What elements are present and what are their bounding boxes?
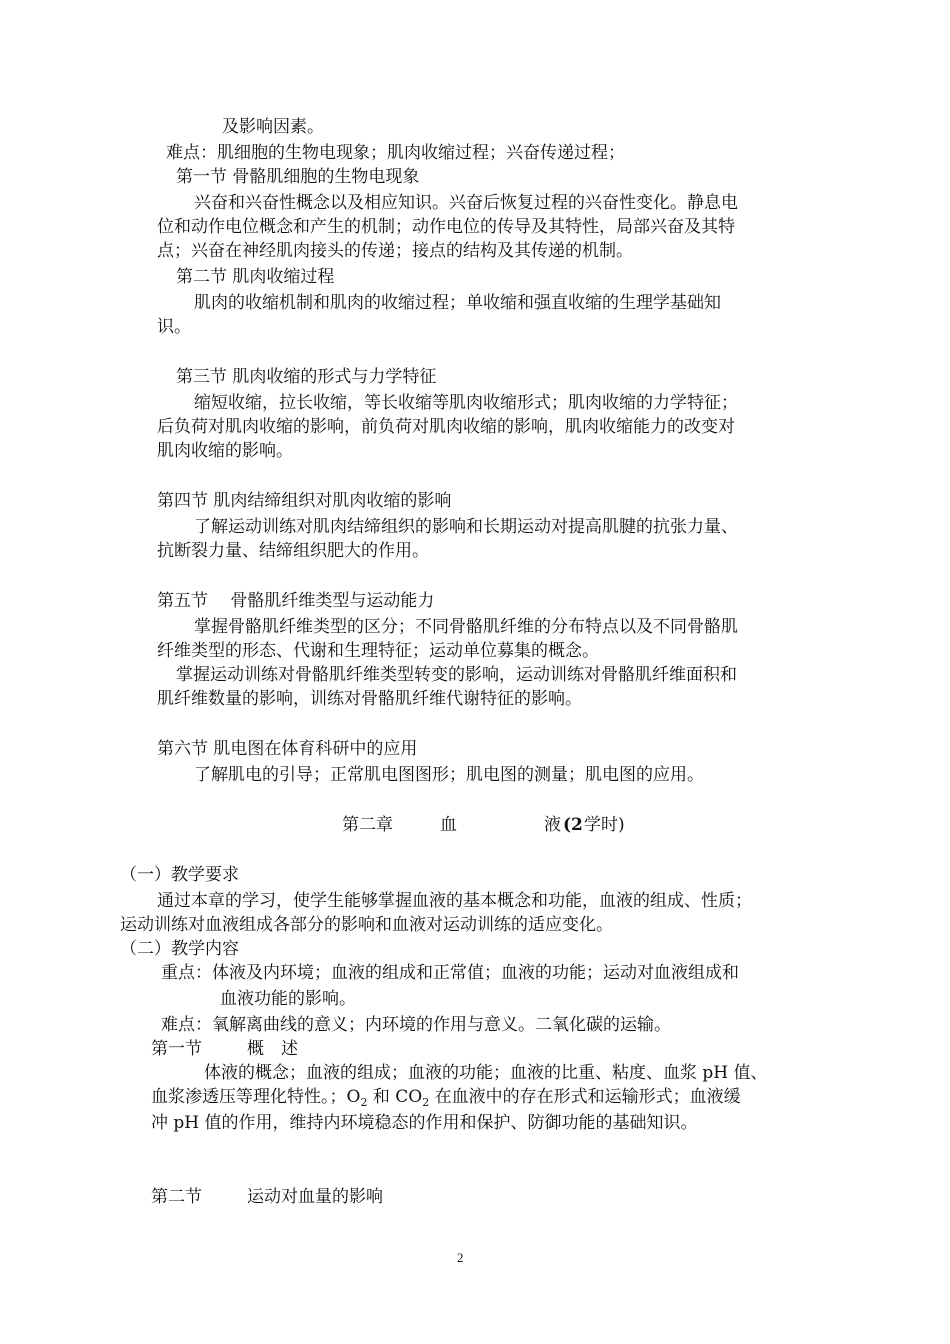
text-line: 通过本章的学习，使学生能够掌握血液的基本概念和功能，血液的组成、性质； — [157, 891, 752, 911]
text-line: 肌肉收缩的影响。 — [157, 441, 293, 461]
subsection-heading: （一）教学要求 — [120, 865, 239, 885]
chapter-hours-label: 学时) — [584, 815, 625, 835]
chapter-hours-num: (2 — [563, 815, 583, 835]
section-heading: 第一节 — [151, 1039, 202, 1059]
section-heading: 第三节 肌肉收缩的形式与力学特征 — [176, 367, 437, 387]
text-line: 点；兴奋在神经肌肉接头的传递；接点的结构及其传递的机制。 — [157, 241, 633, 261]
section-heading: 第四节 肌肉结缔组织对肌肉收缩的影响 — [157, 491, 452, 511]
text-segment: 血浆渗透压等理化特性。；O — [151, 1087, 361, 1107]
section-heading: 第一节 骨骼肌细胞的生物电现象 — [176, 167, 420, 187]
text-line: 纤维类型的形态、代谢和生理特征；运动单位募集的概念。 — [157, 641, 599, 661]
text-line: 血液功能的影响。 — [220, 989, 356, 1009]
text-segment: 和 CO — [367, 1087, 423, 1107]
text-line: 体液的概念；血液的组成；血液的功能；血液的比重、粘度、血浆 pH 值、 — [204, 1063, 768, 1083]
section-heading: 第六节 肌电图在体育科研中的应用 — [157, 739, 418, 759]
text-segment: 在血液中的存在形式和运输形式；血液缓 — [429, 1087, 741, 1107]
text-line: 难点：肌细胞的生物电现象；肌肉收缩过程；兴奋传递过程； — [166, 143, 625, 163]
text-line: 位和动作电位概念和产生的机制；动作电位的传导及其特性，局部兴奋及其特 — [157, 217, 735, 237]
text-line: 肌肉的收缩机制和肌肉的收缩过程；单收缩和强直收缩的生理学基础知 — [194, 293, 721, 313]
text-line: 后负荷对肌肉收缩的影响，前负荷对肌肉收缩的影响，肌肉收缩能力的改变对 — [157, 417, 735, 437]
section-heading: 第二节 — [151, 1187, 202, 1207]
section-heading: 第二节 肌肉收缩过程 — [176, 267, 335, 287]
section-title: 概 述 — [247, 1039, 298, 1059]
text-line: 运动训练对血液组成各部分的影响和血液对运动训练的适应变化。 — [120, 915, 613, 935]
text-line: 掌握运动训练对骨骼肌纤维类型转变的影响，运动训练对骨骼肌纤维面积和 — [176, 665, 737, 685]
text-line: 了解运动训练对肌肉结缔组织的影响和长期运动对提高肌腱的抗张力量、 — [194, 517, 738, 537]
text-line: 难点：氧解离曲线的意义；内环境的作用与意义。二氧化碳的运输。 — [161, 1015, 671, 1035]
text-line: 识。 — [157, 317, 191, 337]
text-line: 兴奋和兴奋性概念以及相应知识。兴奋后恢复过程的兴奋性变化。静息电 — [194, 193, 738, 213]
text-line: 冲 pH 值的作用，维持内环境稳态的作用和保护、防御功能的基础知识。 — [151, 1113, 698, 1133]
text-line — [151, 1086, 741, 1108]
section-heading: 第五节 骨骼肌纤维类型与运动能力 — [157, 591, 435, 611]
page-number: 2 — [457, 1250, 464, 1265]
text-line: 重点：体液及内环境；血液的组成和正常值；血液的功能；运动对血液组成和 — [161, 963, 739, 983]
chapter-word-1: 血 — [440, 815, 457, 835]
section-title: 运动对血量的影响 — [247, 1187, 383, 1207]
subscript: 2 — [422, 1096, 430, 1109]
subsection-heading: （二）教学内容 — [120, 939, 239, 959]
text-line: 了解肌电的引导；正常肌电图图形；肌电图的测量；肌电图的应用。 — [194, 765, 704, 785]
text-line: 掌握骨骼肌纤维类型的区分；不同骨骼肌纤维的分布特点以及不同骨骼肌 — [194, 617, 738, 637]
text-line: 肌纤维数量的影响，训练对骨骼肌纤维代谢特征的影响。 — [157, 689, 582, 709]
chapter-word-2: 液 — [544, 815, 561, 835]
text-line: 缩短收缩，拉长收缩，等长收缩等肌肉收缩形式；肌肉收缩的力学特征； — [194, 393, 738, 413]
subscript: 2 — [360, 1096, 368, 1109]
text-line: 及影响因素。 — [222, 117, 324, 137]
text-line: 抗断裂力量、结缔组织肥大的作用。 — [157, 541, 429, 561]
chapter-number: 第二章 — [342, 815, 393, 835]
